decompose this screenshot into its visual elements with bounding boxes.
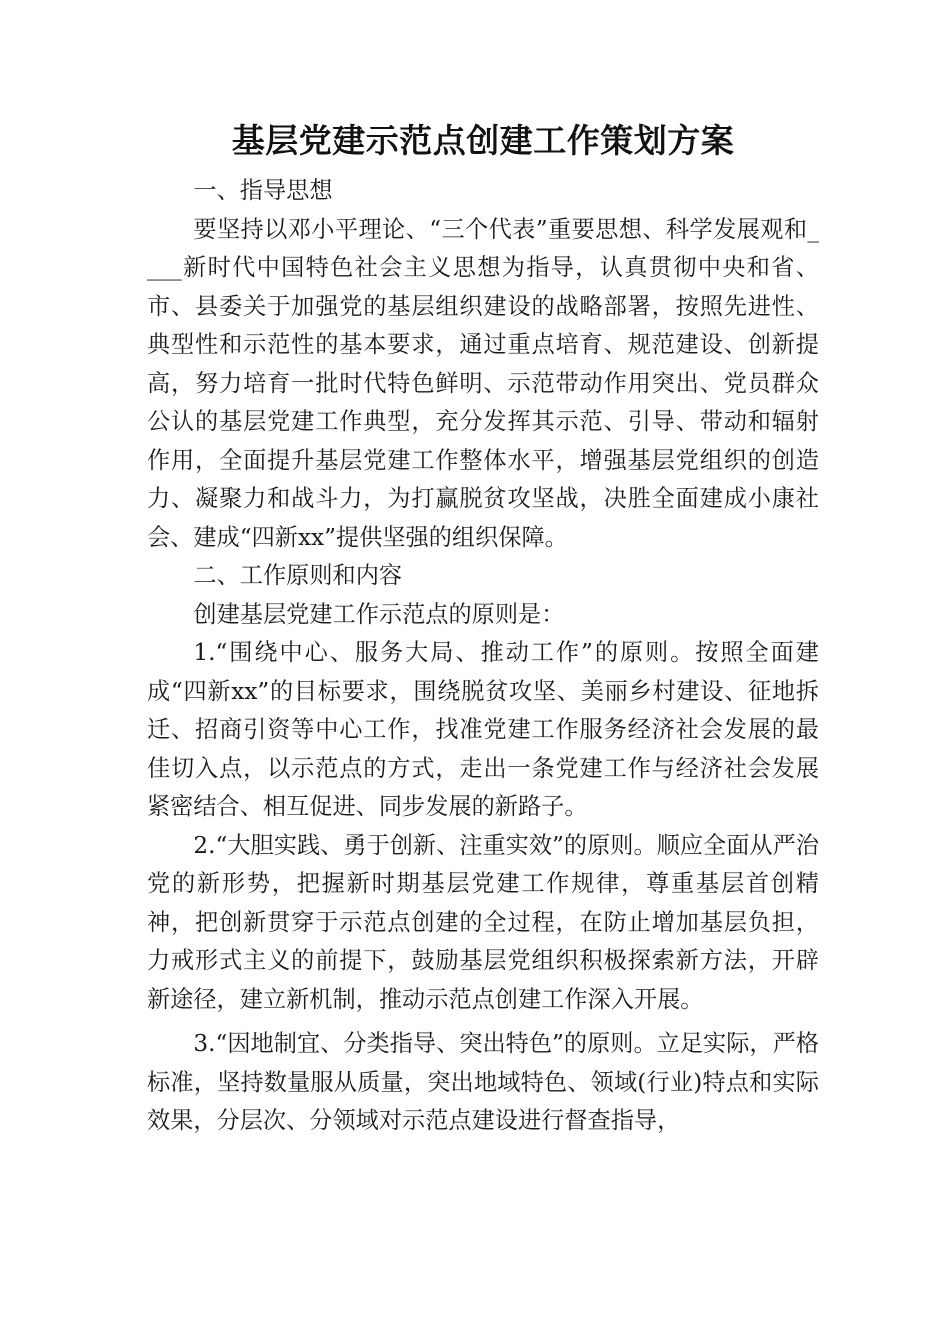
body-paragraph-principle-1: 1.“围绕中心、服务大局、推动工作”的原则。按照全面建成“四新xx”的目标要求，围绕脱贫攻坚、美丽乡村建设、征地拆迁、招商引资等中心工作，找准党建工作服务经济社会发展的最佳切入点，以示范点的方式，走出一条党建工作与经济社会发展紧密结合、相互促进、同步发展的新路子。 bbox=[147, 639, 819, 820]
body-paragraph-principle-2: 2.“大胆实践、勇于创新、注重实效”的原则。顺应全面从严治党的新形势，把握新时期基层党建工作规律，尊重基层首创精神，把创新贯穿于示范点创建的全过程，在防止增加基层负担，力戒形式主义的前提下，鼓励基层党组织积极探索新方法，开辟新途径，建立新机制，推动示范点创建工作深入开展。 bbox=[147, 831, 819, 1013]
document-page bbox=[147, 116, 819, 1141]
body-paragraph-guiding-thought: 要坚持以邓小平理论、“三个代表”重要思想、科学发展观和____新时代中国特色社会主义思想为指导，认真贯彻中央和省、市、县委关于加强党的基层组织建设的战略部署，按照先进性、典型性和示范性的基本要求，通过重点培育、规范建设、创新提高，努力培育一批时代特色鲜明、示范带动作用突出、党员群众公认的基层党建工作典型，充分发挥其示范、引导、带动和辐射作用，全面提升基层党建工作整体水平，增强基层党组织的创造力、凝聚力和战斗力，为打赢脱贫攻坚战，决胜全面建成小康社会、建成“四新xx”提供坚强的组织保障。 bbox=[147, 215, 819, 551]
document-title: 基层党建示范点创建工作策划方案 bbox=[231, 121, 735, 160]
body-paragraph-principles-intro: 创建基层党建工作示范点的原则是： bbox=[193, 600, 565, 628]
section-heading-principles: 二、工作原则和内容 bbox=[193, 562, 403, 589]
section-heading-guiding-thought: 一、指导思想 bbox=[193, 177, 333, 204]
body-paragraph-principle-3: 3.“因地制宜、分类指导、突出特色”的原则。立足实际，严格标准，坚持数量服从质量，突出地域特色、领域(行业)特点和实际效果，分层次、分领域对示范点建设进行督查指导， bbox=[147, 1030, 819, 1134]
